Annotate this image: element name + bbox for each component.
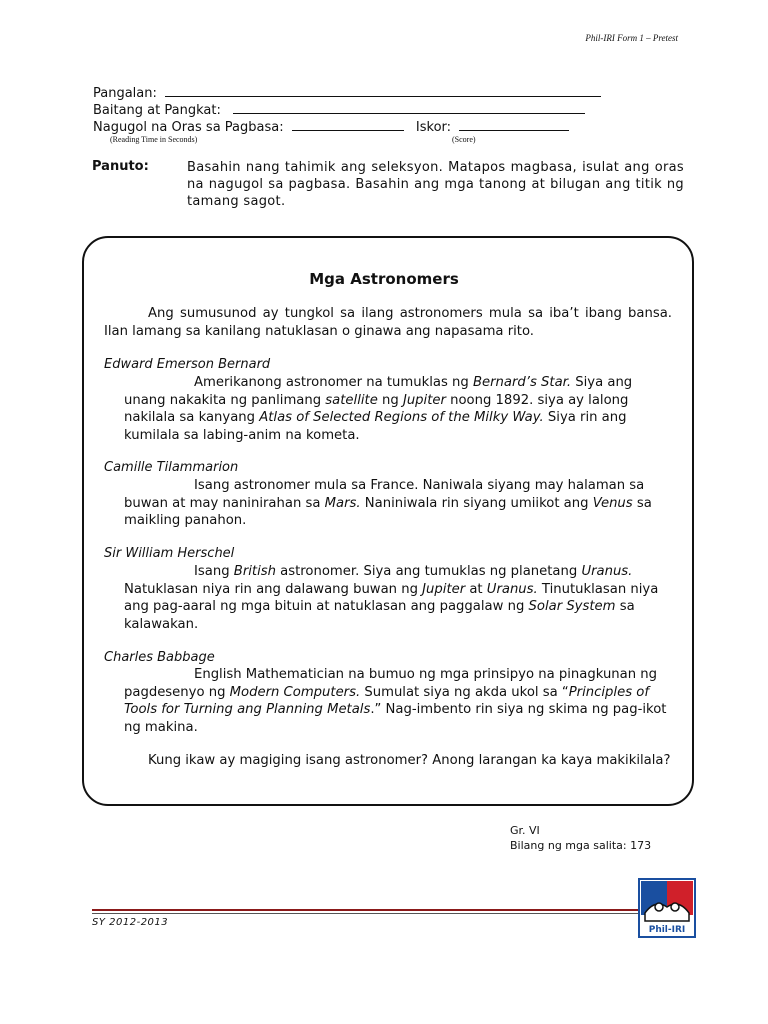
instructions-label: Panuto: <box>92 159 149 174</box>
grade-field-row <box>93 101 585 119</box>
story-intro: Ang sumusunod ay tungkol sa ilang astronomers mula sa iba’t ibang bansa. Ilan lamang sa kanilang natuklasan o ginawa ang napasama rito. <box>104 306 672 339</box>
astronomer-description: Isang astronomer mula sa France. Naniwala siyang may halaman sa buwan at may naninirahan sa Mars. Naniniwala rin siyang umiikot ang Venus sa maikling panahon. <box>124 478 652 528</box>
phil-iri-logo <box>637 877 697 939</box>
astronomer-name: Charles Babbage <box>104 650 215 665</box>
instructions-text: Basahin nang tahimik ang seleksyon. Matapos magbasa, isulat ang oras na nagugol sa pagbasa. Basahin ang mga tanong at bilugan ang titik ng tamang sagot. <box>187 160 684 209</box>
time-input-line[interactable] <box>292 118 404 131</box>
astronomer-description: Isang British astronomer. Siya ang tumuklas ng planetang Uranus. Natuklasan niya rin ang dalawang buwan ng Jupiter at Uranus. Tinutuklasan niya ang pag-aaral ng mga bituin at natuklasan ang paggalaw ng Solar System sa kalawakan. <box>124 564 659 632</box>
footer-rule <box>92 909 640 911</box>
grade-level: Gr. VI <box>510 824 540 837</box>
time-field-row <box>93 118 569 136</box>
astronomer-description: English Mathematician na bumuo ng mga prinsipyo na pinagkunan ng pagdesenyo ng Modern Computers. Sumulat siya ng akda ukol sa “Principles of Tools for Turning ang Planning Metals.” Nag-imbento rin siya ng skima ng pag-ikot ng makina. <box>124 667 667 735</box>
grade-input-line[interactable] <box>233 101 585 114</box>
name-input-line[interactable] <box>165 84 601 97</box>
time-sublabel: (Reading Time in Seconds) <box>110 135 198 144</box>
astronomer-description: Amerikanong astronomer na tumuklas ng Bernard’s Star. Siya ang unang nakakita ng panlimang satellite ng Jupiter noong 1892. siya ay lalong nakilala sa kanyang Atlas of Selected Regions of the Milky Way. Siya rin ang kumilala sa labing-anim na kometa. <box>124 375 633 443</box>
grade-label: Baitang at Pangkat: <box>93 103 221 118</box>
story-closing: Kung ikaw ay magiging isang astronomer? Anong larangan ka kaya makikilala? <box>148 753 671 768</box>
form-label: Phil-IRI Form 1 – Pretest <box>585 33 678 43</box>
story-title: Mga Astronomers <box>309 270 459 288</box>
astronomer-name: Sir William Herschel <box>104 546 235 561</box>
meta <box>510 823 651 853</box>
astronomer-name: Edward Emerson Bernard <box>104 357 271 372</box>
astronomer-name: Camille Tilammarion <box>104 460 239 475</box>
school-year: SY 2012-2013 <box>92 917 169 928</box>
score-sublabel: (Score) <box>452 135 476 144</box>
name-field-row <box>93 84 601 102</box>
score-label: Iskor: <box>415 120 452 135</box>
footer-rule-thin <box>92 913 640 914</box>
name-label: Pangalan: <box>93 86 157 101</box>
logo-text: Phil-IRI <box>648 925 686 935</box>
time-label: Nagugol na Oras sa Pagbasa: <box>93 120 284 135</box>
score-input-line[interactable] <box>459 118 569 131</box>
word-count: Bilang ng mga salita: 173 <box>510 839 652 852</box>
